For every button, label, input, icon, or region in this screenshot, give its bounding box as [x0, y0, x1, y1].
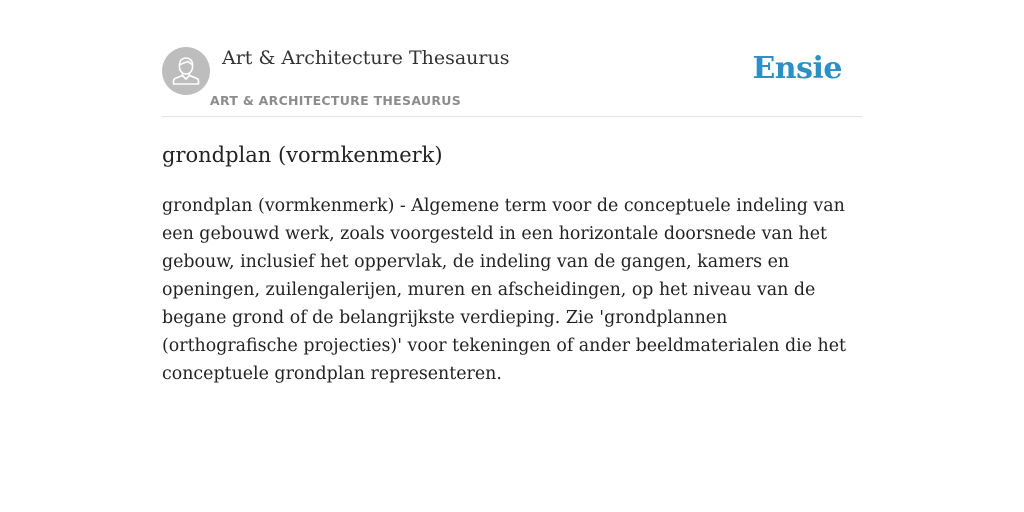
entry-title: grondplan (vormkenmerk) — [162, 143, 443, 167]
page-container — [162, 0, 862, 384]
user-icon — [162, 47, 210, 95]
source-subtitle: ART & ARCHITECTURE THESAURUS — [210, 93, 462, 108]
source-title[interactable]: Art & Architecture Thesaurus — [222, 47, 510, 69]
avatar[interactable] — [162, 47, 210, 95]
source-header — [162, 0, 862, 117]
brand-logo[interactable]: Ensie — [752, 51, 842, 86]
entry-definition: grondplan (vormkenmerk) - Algemene term voor de conceptuele indeling van een gebouwd werk, zoals voorgesteld in een horizontale doorsnede van het gebouw, inclusief het oppervlak, de indeling van de gangen, kamers en openingen, zuilengalerijen, muren en afscheidingen, op het niveau van de begane grond of de belangrijkste verdieping. Zie 'grondplannen (orthografische projecties)' voor tekeningen of ander beeldmaterialen die het conceptuele grondplan representeren. — [162, 196, 846, 384]
